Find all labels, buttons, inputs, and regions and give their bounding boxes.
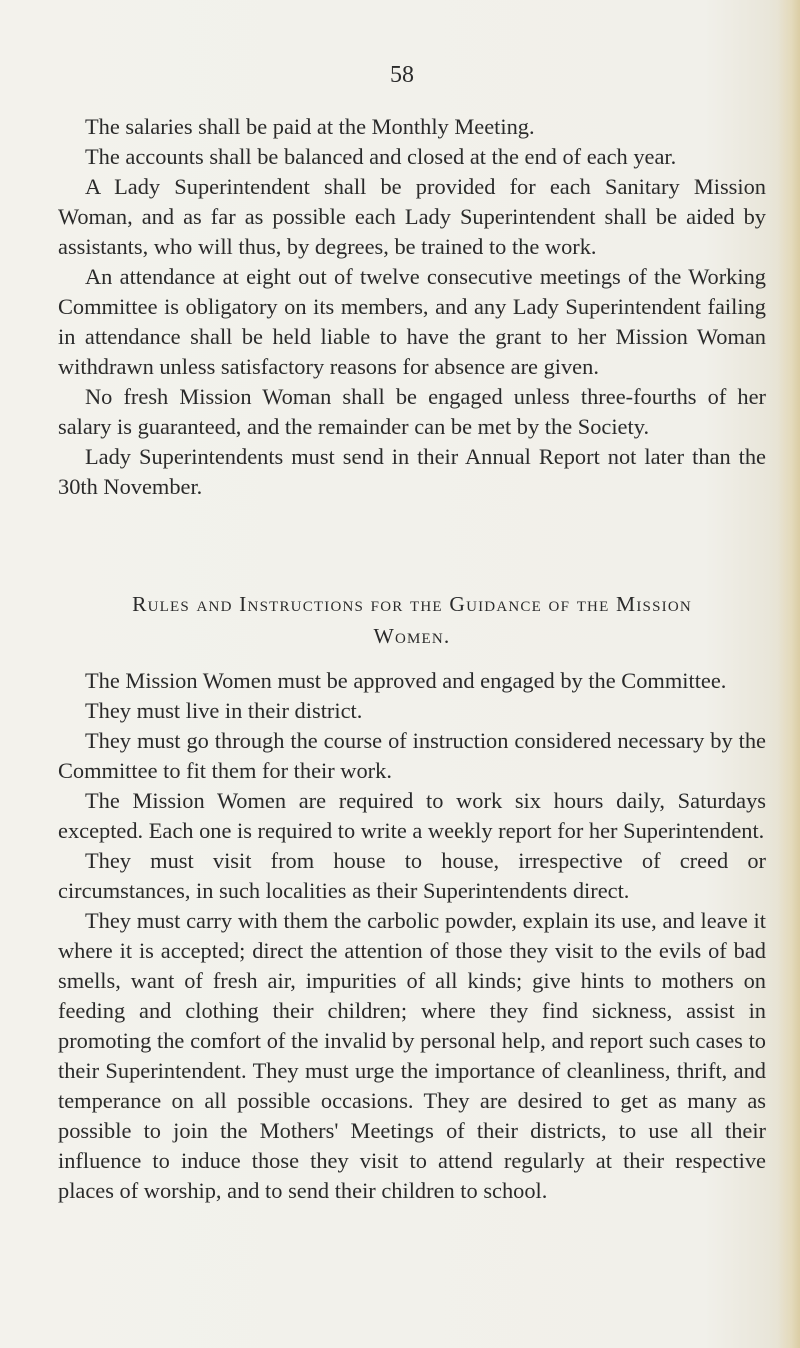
paragraph-visit-houses: They must visit from house to house, irrespective of creed or circumstances, in such localities as their Superintendents direct. — [58, 848, 766, 903]
paragraph-work-hours: The Mission Women are required to work six hours daily, Saturdays excepted. Each one is required to write a weekly report for her Superintendent. — [58, 788, 766, 843]
paragraph-attendance: An attendance at eight out of twelve consecutive meetings of the Working Committee is obligatory on its members, and any Lady Superintendent failing in attendance shall be held liable to have the grant to her Mission Woman withdrawn unless satisfactory reasons for absence are given. — [58, 264, 766, 379]
page-edge-stain — [778, 0, 800, 1348]
section-heading — [58, 588, 766, 652]
paragraph-lady-superintendent: A Lady Superintendent shall be provided for each Sanitary Mission Woman, and as far as possible each Lady Superintendent shall be aided by assistants, who will thus, by degrees, be trained to the work. — [58, 174, 766, 259]
paragraph-fresh-mission-woman: No fresh Mission Woman shall be engaged unless three-fourths of her salary is guaranteed, and the remainder can be met by the Society. — [58, 384, 766, 439]
paragraph-live-district: They must live in their district. — [85, 698, 363, 723]
paragraph-carbolic-powder: They must carry with them the carbolic powder, explain its use, and leave it where it is accepted; direct the attention of those they visit to the evils of bad smells, want of fresh air, impurities of all kinds; give hints to mothers on feeding and clothing their children; where they find sickness, assist in promoting the comfort of the invalid by personal help, and report such cases to their Superintendent. They must urge the importance of cleanliness, thrift, and temperance on all possible occasions. They are desired to get as many as possible to join the Mothers' Meetings of their districts, to use all their influence to induce those they visit to attend regularly at their respective places of worship, and to send their children to school. — [58, 908, 766, 1203]
paragraph-instruction: They must go through the course of instruction considered necessary by the Committee to fit them for their work. — [58, 728, 766, 783]
paragraph-salaries: The salaries shall be paid at the Monthly Meeting. — [85, 114, 535, 139]
paragraph-annual-report: Lady Superintendents must send in their Annual Report not later than the 30th November. — [58, 444, 766, 499]
paragraph-accounts: The accounts shall be balanced and closed at the end of each year. — [85, 144, 677, 169]
instructions-section — [58, 666, 766, 1206]
page-number: 58 — [390, 62, 414, 88]
paragraph-approved: The Mission Women must be approved and engaged by the Committee. — [85, 668, 727, 693]
heading-line-2: Women. — [373, 624, 451, 648]
rules-section — [58, 112, 766, 502]
heading-line-1: Rules and Instructions for the Guidance of the Mission — [132, 592, 692, 616]
